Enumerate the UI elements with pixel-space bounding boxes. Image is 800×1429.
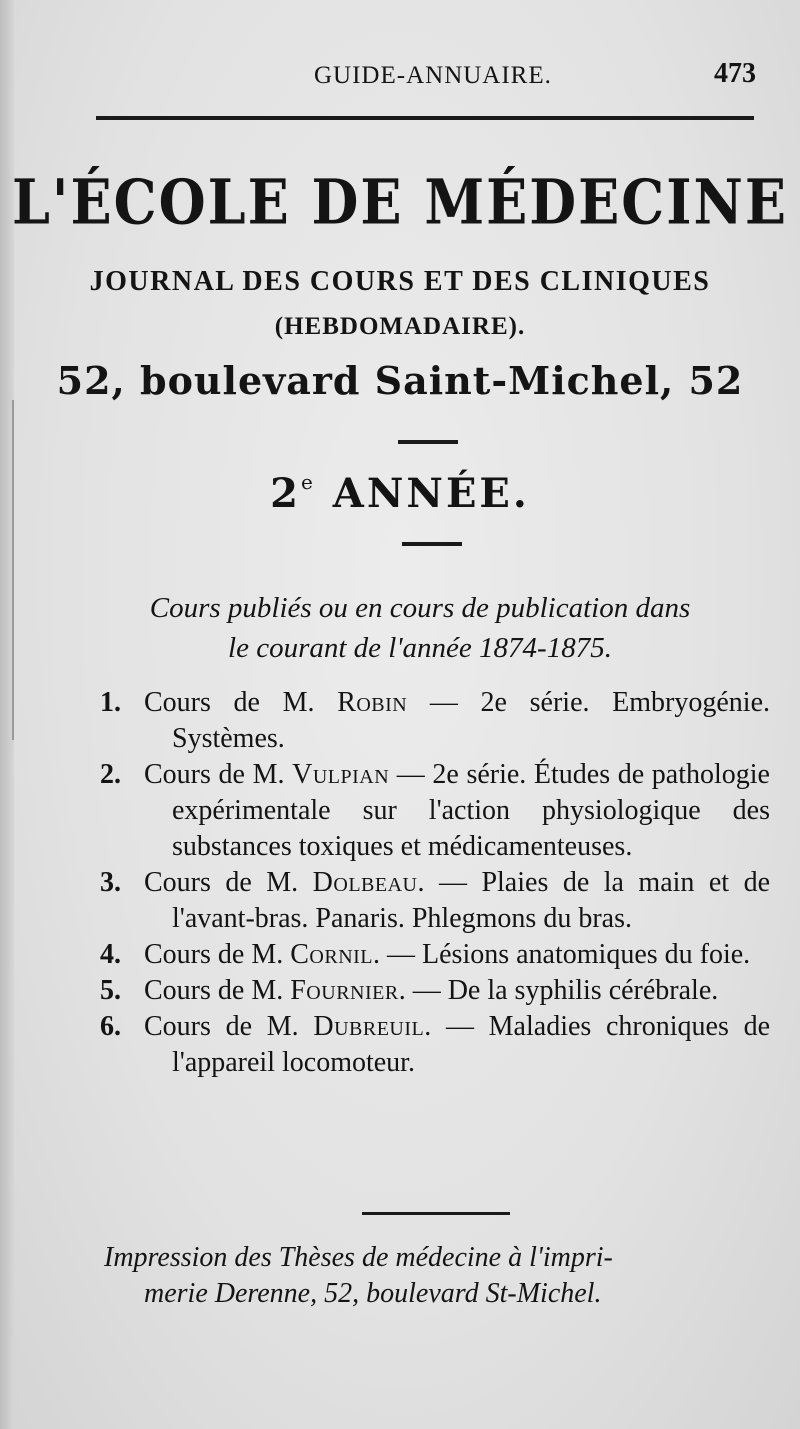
footer-note: [104, 1240, 764, 1312]
professor-name: Dubreuil: [313, 1011, 425, 1042]
binding-thread: [12, 400, 14, 740]
footer-line: Impression des Thèses de médecine à l'impri-: [104, 1242, 613, 1273]
footer-line: merie Derenne, 52, boulevard St-Michel.: [144, 1278, 602, 1309]
item-text: . — Lésions anatomiques du foie.: [373, 939, 751, 970]
volume-word: ANNÉE.: [332, 470, 530, 517]
item-number: 2.: [100, 759, 121, 790]
item-text: — 2e série. Embryogénie. Systèmes.: [172, 687, 770, 754]
journal-subtitle: JOURNAL DES COURS ET DES CLINIQUES: [89, 266, 711, 297]
item-prefix: Cours de M.: [144, 867, 299, 898]
divider-rule: [402, 542, 462, 546]
item-number: 6.: [100, 1011, 121, 1042]
list-item: [100, 937, 770, 973]
item-text: . — De la syphilis cérébrale.: [398, 975, 719, 1006]
intro-paragraph: [60, 588, 780, 668]
list-item: [100, 865, 770, 937]
item-prefix: Cours de M.: [144, 1011, 299, 1042]
volume-suffix: e: [301, 470, 316, 494]
professor-name: Cornil: [290, 939, 374, 970]
item-text: . — Plaies de la main et de l'avant-bras. Panaris. Phlegmons du bras.: [172, 867, 770, 934]
journal-address: 52, boulevard Saint-Michel, 52: [56, 358, 744, 403]
page-header: [96, 58, 756, 98]
intro-line: Cours publiés ou en cours de publication dans: [149, 592, 691, 624]
professor-name: Fournier: [290, 975, 399, 1006]
divider-rule: [362, 1212, 510, 1215]
divider-rule: [398, 440, 458, 444]
volume-number: 2: [270, 470, 301, 517]
item-number: 1.: [100, 687, 121, 718]
list-item: [100, 757, 770, 865]
item-text: . — Maladies chroniques de l'appareil locomoteur.: [172, 1011, 770, 1078]
item-prefix: Cours de M.: [144, 759, 285, 790]
item-prefix: Cours de M.: [144, 975, 284, 1006]
header-rule: [96, 116, 754, 120]
item-number: 5.: [100, 975, 121, 1006]
page-number: 473: [714, 58, 756, 89]
volume-line: [0, 470, 800, 517]
item-number: 4.: [100, 939, 121, 970]
journal-frequency: (HEBDOMADAIRE).: [274, 313, 526, 340]
item-number: 3.: [100, 867, 121, 898]
running-title: GUIDE-ANNUAIRE.: [314, 62, 552, 89]
professor-name: Robin: [337, 687, 408, 718]
item-prefix: Cours de M.: [144, 687, 315, 718]
list-item: [100, 685, 770, 757]
journal-title: L'ÉCOLE DE MÉDECINE: [11, 165, 789, 239]
list-item: [100, 1009, 770, 1081]
professor-name: Dolbeau: [312, 867, 418, 898]
item-text: — 2e série. Études de pathologie expérimentale sur l'action physiologique des substances toxiques et médicamenteuses.: [172, 759, 770, 862]
course-list: [100, 685, 770, 1081]
list-item: [100, 973, 770, 1009]
item-prefix: Cours de M.: [144, 939, 284, 970]
intro-line: le courant de l'année 1874-1875.: [228, 632, 612, 664]
professor-name: Vulpian: [292, 759, 390, 790]
